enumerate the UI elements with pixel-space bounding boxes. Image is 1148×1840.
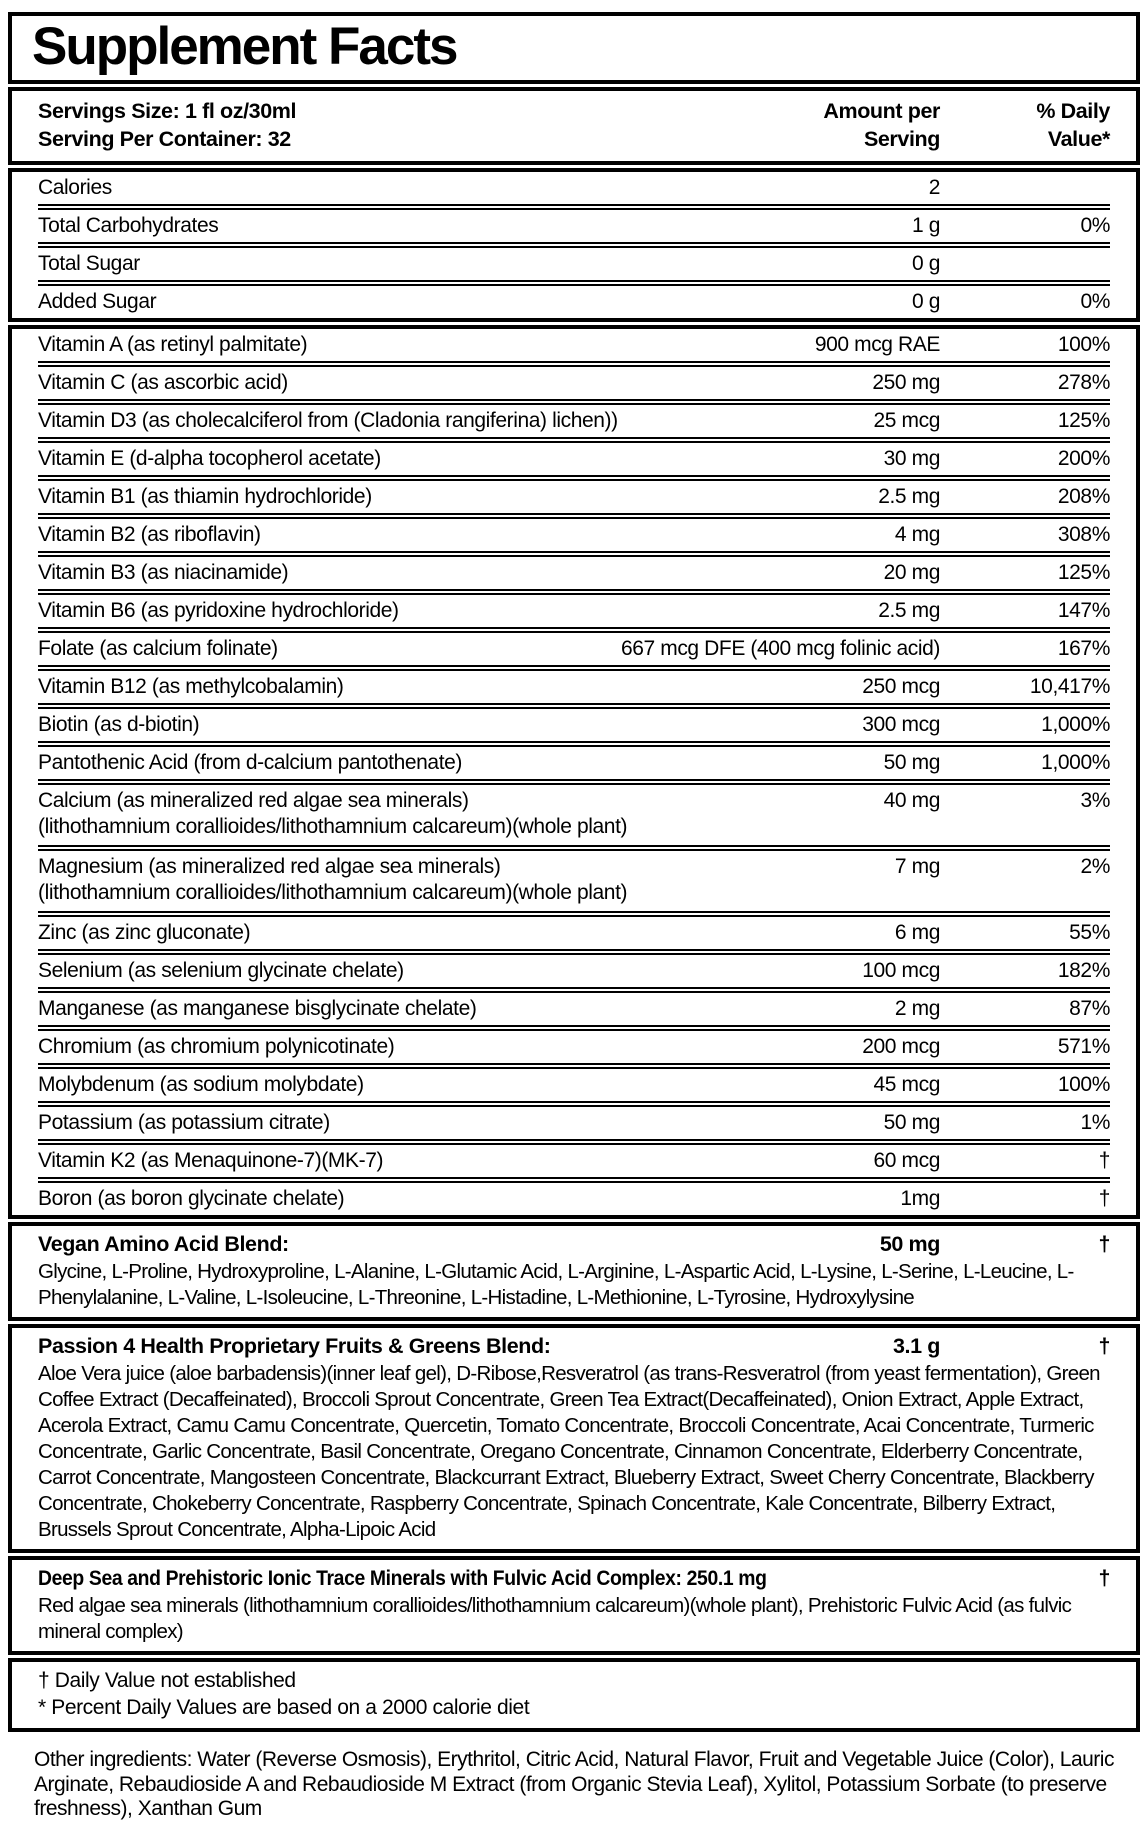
nutrient-dv: 55% [1069,921,1110,944]
table-row [38,845,1110,911]
nutrient-name: Vitamin B6 (as pyridoxine hydrochloride) [38,599,399,622]
nutrient-dv: 125% [1057,409,1110,432]
nutrient-dv: † [1098,1149,1110,1172]
nutrient-amount: 30 mg [883,447,940,470]
nutrient-amount: 0 g [912,252,940,275]
trace-minerals-blend-name: Deep Sea and Prehistoric Ionic Trace Minerals with Fulvic Acid Complex: 250.1 mg [38,1566,767,1590]
serving-info-box [8,87,1140,165]
macros-box [8,168,1140,322]
table-row [38,1101,1110,1139]
other-ingredients: Other ingredients: Water (Reverse Osmosis), Erythritol, Citric Acid, Natural Flavor, Fruit and Vegetable Juice (Color), Lauric Arginate, Rebaudioside A and Rebaudioside M Extract (from Organic Stevia Leaf), Xylitol, Potassium Sorbate (to preserve freshness), Xanthan Gum [34,1748,1114,1820]
nutrient-amount: 200 mcg [862,1035,940,1058]
fruits-greens-blend-name: Passion 4 Health Proprietary Fruits & Greens Blend: [38,1334,551,1358]
nutrient-name: Added Sugar [38,290,157,313]
table-row [38,551,1110,589]
nutrient-amount: 250 mg [872,371,940,394]
nutrient-dv: 0% [1080,290,1110,313]
nutrient-name: Selenium (as selenium glycinate chelate) [38,959,404,982]
table-row [38,1139,1110,1177]
table-row [38,437,1110,475]
serving-info [38,97,823,153]
table-row [38,242,1110,280]
nutrient-dv: 0% [1080,214,1110,237]
nutrient-dv: 1,000% [1041,713,1110,736]
nutrient-amount: 50 mg [883,751,940,774]
nutrient-name: Vitamin B3 (as niacinamide) [38,561,289,584]
table-row [38,1177,1110,1215]
trace-minerals-blend-ingredients: Red algae sea minerals (lithothamnium corallioides/lithothamnium calcareum)(whole plant), Prehistoric Fulvic Acid (as fulvic mineral complex) [38,1594,1072,1643]
table-row [38,987,1110,1025]
nutrient-dv: 278% [1057,371,1110,394]
nutrient-name: Zinc (as zinc gluconate) [38,921,251,944]
table-row [38,361,1110,399]
footnotes-box [8,1658,1140,1732]
table-row [38,703,1110,741]
nutrient-amount: 2 mg [894,997,940,1020]
amino-blend-dv: † [1098,1232,1110,1256]
nutrient-dv: 1,000% [1041,751,1110,774]
title-box [8,12,1140,84]
nutrient-dv: 571% [1057,1035,1110,1058]
supplement-facts-label [8,12,1140,1822]
amino-blend-amount: 50 mg [879,1232,940,1256]
nutrient-amount: 1mg [900,1187,940,1210]
nutrient-dv: 200% [1057,447,1110,470]
nutrient-amount: 2.5 mg [878,485,940,508]
nutrient-amount: 6 mg [894,921,940,944]
nutrient-amount: 45 mcg [873,1073,940,1096]
nutrient-amount: 7 mg [894,855,940,878]
table-row [38,779,1110,845]
table-row [38,627,1110,665]
nutrient-name: Vitamin A (as retinyl palmitate) [38,333,308,356]
nutrient-name: Molybdenum (as sodium molybdate) [38,1073,364,1096]
fruits-greens-blend-amount: 3.1 g [893,1334,940,1358]
nutrient-name: Calories [38,176,112,199]
nutrient-dv: 1% [1080,1111,1110,1134]
nutrient-name: Vitamin B2 (as riboflavin) [38,523,261,546]
nutrient-amount: 100 mcg [862,959,940,982]
nutrient-dv: 125% [1057,561,1110,584]
nutrient-amount: 1 g [912,214,940,237]
fruits-greens-blend-dv: † [1098,1334,1110,1358]
trace-minerals-blend-dv: † [1098,1566,1110,1590]
nutrient-name: Magnesium (as mineralized red algae sea minerals) [38,855,501,878]
nutrient-dv: 100% [1057,333,1110,356]
nutrient-amount: 25 mcg [873,409,940,432]
nutrient-amount: 40 mg [883,789,940,812]
nutrients-box [8,325,1140,1219]
nutrient-dv: 2% [1080,855,1110,878]
nutrient-name: Calcium (as mineralized red algae sea minerals) [38,789,469,812]
nutrient-name: Vitamin B1 (as thiamin hydrochloride) [38,485,372,508]
table-row [38,741,1110,779]
table-row [38,949,1110,987]
amino-blend-box [8,1222,1140,1321]
nutrient-name-line2: (lithothamnium corallioides/lithothamnium calcareum)(whole plant) [38,881,628,904]
trace-minerals-blend-box [8,1556,1140,1655]
page-title: Supplement Facts [32,17,457,76]
nutrient-name: Vitamin K2 (as Menaquinone-7)(MK-7) [38,1149,384,1172]
table-row [38,280,1110,318]
table-row [38,1025,1110,1063]
table-row [38,589,1110,627]
amino-blend-name: Vegan Amino Acid Blend: [38,1232,289,1256]
daily-value-column-header: % Daily Value* [1036,99,1110,151]
fruits-greens-blend-box [8,1324,1140,1553]
nutrient-dv: 167% [1057,637,1110,660]
table-row [38,399,1110,437]
nutrient-amount: 250 mcg [862,675,940,698]
nutrient-name: Total Sugar [38,252,140,275]
nutrient-name-line2: (lithothamnium corallioides/lithothamnium calcareum)(whole plant) [38,815,628,838]
nutrient-name: Pantothenic Acid (from d-calcium pantothenate) [38,751,463,774]
nutrient-amount: 20 mg [883,561,940,584]
nutrient-dv: 147% [1057,599,1110,622]
nutrient-dv: 10,417% [1029,675,1110,698]
nutrient-amount: 667 mcg DFE (400 mcg folinic acid) [620,637,940,660]
nutrient-name: Folate (as calcium folinate) [38,637,278,660]
fruits-greens-blend-ingredients: Aloe Vera juice (aloe barbadensis)(inner leaf gel), D-Ribose,Resveratrol (as trans-Resveratrol (from yeast fermentation), Green Coffee Extract (Decaffeinated), Broccoli Sprout Concentrate, Green Tea Extract(Decaffeinated), Onion Extract, Apple Extract, Acerola Extract, Camu Camu Concentrate, Quercetin, Tomato Concentrate, Broccoli Concentrate, Acai Concentrate, Turmeric Concentrate, Garlic Concentrate, Basil Concentrate, Oregano Concentrate, Cinnamon Concentrate, Elderberry Concentrate, Carrot Concentrate, Mangosteen Concentrate, Blackcurrant Extract, Blueberry Extract, Sweet Cherry Concentrate, Blackberry Concentrate, Chokeberry Concentrate, Raspberry Concentrate, Spinach Concentrate, Kale Concentrate, Bilberry Extract, Brussels Sprout Concentrate, Alpha-Lipoic Acid [38,1362,1100,1541]
nutrient-amount: 2 [928,176,940,199]
nutrient-name: Boron (as boron glycinate chelate) [38,1187,345,1210]
nutrient-amount: 900 mcg RAE [814,333,940,356]
nutrient-name: Vitamin D3 (as cholecalciferol from (Cladonia rangiferina) lichen)) [38,409,618,432]
nutrient-dv: 100% [1057,1073,1110,1096]
table-row [38,172,1110,204]
nutrient-amount: 4 mg [894,523,940,546]
table-row [38,1063,1110,1101]
table-row [38,475,1110,513]
nutrient-amount: 300 mcg [862,713,940,736]
nutrient-dv: 182% [1057,959,1110,982]
nutrient-name: Potassium (as potassium citrate) [38,1111,330,1134]
nutrient-name: Total Carbohydrates [38,214,219,237]
nutrient-amount: 60 mcg [873,1149,940,1172]
amount-column-header: Amount per Serving [823,99,940,151]
nutrient-amount: 2.5 mg [878,599,940,622]
servings-per-container: Serving Per Container: 32 [38,127,291,151]
nutrient-dv: 3% [1080,789,1110,812]
table-row [38,513,1110,551]
footnote-percent-dv: * Percent Daily Values are based on a 2000 calorie diet [38,1696,530,1719]
nutrient-dv: 87% [1069,997,1110,1020]
nutrient-name: Manganese (as manganese bisglycinate chelate) [38,997,477,1020]
nutrient-dv: † [1098,1187,1110,1210]
nutrient-amount: 50 mg [883,1111,940,1134]
amino-blend-ingredients: Glycine, L-Proline, Hydroxyproline, L-Alanine, L-Glutamic Acid, L-Arginine, L-Aspartic Acid, L-Lysine, L-Serine, L-Leucine, L-Phenylalanine, L-Valine, L-Isoleucine, L-Threonine, L-Histadine, L-Methionine, L-Tyrosine, Hydroxylysine [38,1260,1074,1309]
nutrient-amount: 0 g [912,290,940,313]
nutrient-name: Chromium (as chromium polynicotinate) [38,1035,395,1058]
nutrient-name: Vitamin B12 (as methylcobalamin) [38,675,344,698]
footnote-daily-value: † Daily Value not established [38,1669,296,1692]
table-row [38,204,1110,242]
table-row [38,911,1110,949]
nutrient-dv: 208% [1057,485,1110,508]
nutrient-dv: 308% [1057,523,1110,546]
nutrient-name: Vitamin C (as ascorbic acid) [38,371,288,394]
nutrient-name: Biotin (as d-biotin) [38,713,200,736]
serving-size: Servings Size: 1 fl oz/30ml [38,99,297,123]
nutrient-name: Vitamin E (d-alpha tocopherol acetate) [38,447,381,470]
table-row [38,665,1110,703]
table-row [38,329,1110,361]
